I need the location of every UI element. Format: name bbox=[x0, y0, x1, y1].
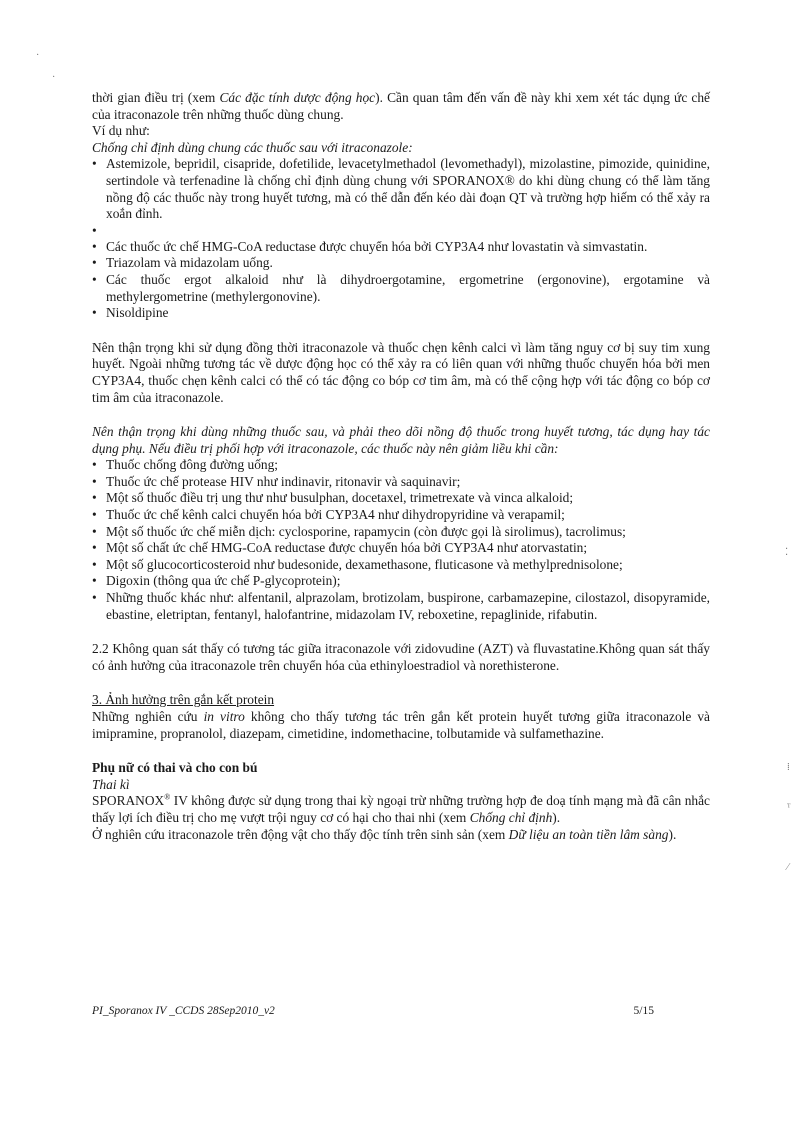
scan-speck-icon: ᵀ bbox=[787, 802, 791, 813]
animal-study-text: Ở nghiên cứu itraconazole trên động vật cho thấy độc tính trên sinh sản (xem bbox=[92, 826, 509, 842]
section-3-text: Những nghiên cứu bbox=[92, 709, 204, 724]
scan-speck-icon: ⁄ bbox=[787, 862, 789, 873]
contraindication-item: • Triazolam và midazolam uống. bbox=[92, 255, 710, 272]
pregnancy-subtitle: Thai kì bbox=[92, 776, 130, 792]
caution-heading: Nên thận trọng khi dùng những thuốc sau, và phải theo dõi nồng độ thuốc trong huyết tương, tác dụng hay tác dụng phụ. Nếu điều trị phối hợp với itraconazole, các thuốc này nên giảm liều khi cần: bbox=[92, 424, 710, 456]
list-spacer bbox=[92, 223, 710, 239]
spacer bbox=[92, 674, 710, 692]
spacer bbox=[92, 406, 710, 424]
contraindication-item: • Nisoldipine bbox=[92, 305, 710, 322]
section-3-text-end: không cho thấy tương tác trên gắn kết protein huyết tương giữa itraconazole và imipramine, propranolol, diazepam, cimetidine, indomethacine, tolbutamide và sulfamethazine. bbox=[92, 709, 711, 741]
document-id: PI_Sporanox IV _CCDS 28Sep2010_v2 bbox=[92, 1005, 275, 1017]
contraindication-item: • Các thuốc ergot alkaloid như là dihydroergotamine, ergometrine (ergonovine), ergotamine và methylergometrine (methylergonovine). bbox=[92, 272, 710, 305]
calcium-channel-paragraph: Nên thận trọng khi sử dụng đồng thời itraconazole và thuốc chẹn kênh calci vì làm tăng nguy cơ bị suy tim xung huyết. Ngoài những tương tác về dược động học có thể xảy ra có liên quan với những thuốc chuyển hóa bởi men CYP3A4, thuốc chẹn kênh calci có thể có tác động co bóp cơ tim âm, mà có thể cộng hợp với tác động co bóp cơ tim âm của itraconazole. bbox=[92, 339, 710, 405]
spacer bbox=[92, 742, 710, 760]
caution-item: • Thuốc ức chế kênh calci chuyển hóa bởi CYP3A4 như dihydropyridine và verapamil; bbox=[92, 507, 710, 524]
pregnancy-paragraph-1 bbox=[92, 793, 710, 826]
section-3-paragraph bbox=[92, 709, 710, 742]
contraindication-item: • Các thuốc ức chế HMG-CoA reductase được chuyển hóa bởi CYP3A4 như lovastatin và simvastatin. bbox=[92, 239, 710, 256]
caution-item: • Thuốc chống đông đường uống; bbox=[92, 457, 710, 474]
pregnancy-title: Phụ nữ có thai và cho con bú bbox=[92, 760, 258, 776]
section-3-title: 3. Ảnh hưởng trên gắn kết protein bbox=[92, 692, 275, 708]
scan-speck-icon: ⁞ bbox=[787, 762, 790, 773]
contraindication-reference: Chống chỉ định bbox=[469, 809, 553, 825]
pregnancy-paragraph-2 bbox=[92, 827, 710, 844]
scan-speck-icon: · bbox=[52, 72, 56, 83]
contraindication-item: • Astemizole, bepridil, cisapride, dofetilide, levacetylmethadol (levomethadyl), mizolastine, pimozide, quinidine, sertindole và terfenadine là chống chỉ định dùng chung với SPORANOX® do khi dùng chung có thể làm tăng nồng độ các thuốc này trong huyết tương, mà có thể dẫn đến kéo dài đoạn QT và trường hợp hiếm có thể xảy ra xoắn đỉnh. bbox=[92, 156, 710, 222]
brand-name: SPORANOX bbox=[92, 793, 165, 809]
caution-item: • Một số thuốc điều trị ung thư như busulphan, docetaxel, trimetrexate và vinca alkaloid; bbox=[92, 490, 710, 507]
preclinical-safety-reference: Dữ liệu an toàn tiền lâm sàng bbox=[508, 826, 669, 842]
pregnancy-text-end: ). bbox=[552, 809, 561, 825]
intro-text-end: ). Cần quan tâm đến vấn đề này khi xem xét tác dụng ức chế của itraconazole trên những thuốc dùng chung. bbox=[92, 90, 710, 122]
caution-list bbox=[92, 457, 710, 623]
spacer bbox=[92, 322, 710, 340]
scan-speck-icon: · bbox=[36, 50, 40, 61]
intro-paragraph bbox=[92, 90, 710, 123]
caution-item: • Thuốc ức chế protease HIV như indinavir, ritonavir và saquinavir; bbox=[92, 474, 710, 491]
page-footer bbox=[92, 1003, 654, 1020]
spacer bbox=[92, 623, 710, 641]
animal-study-text-end: ). bbox=[668, 826, 677, 842]
example-label: Ví dụ như: bbox=[92, 123, 150, 139]
document-page bbox=[92, 90, 710, 843]
contraindication-list bbox=[92, 156, 710, 321]
pregnancy-text: IV không được sử dụng trong thai kỳ ngoại trừ những trường hợp đe doạ tính mạng mà đã cân nhắc thấy lợi ích điều trị cho mẹ vượt trội nguy cơ có hại cho thai nhi (xem bbox=[92, 793, 710, 825]
scan-speck-icon: ⁚ bbox=[785, 547, 789, 558]
intro-text: thời gian điều trị (xem bbox=[92, 90, 220, 105]
caution-item: • Digoxin (thông qua ức chế P-glycoprotein); bbox=[92, 573, 710, 590]
caution-item: • Những thuốc khác như: alfentanil, alprazolam, brotizolam, buspirone, carbamazepine, cilostazol, disopyramide, ebastine, eletriptan, fentanyl, halofantrine, midazolam IV, reboxetine, repaglinide, rifabutin. bbox=[92, 590, 710, 623]
caution-item: • Một số thuốc ức chế miễn dịch: cyclosporine, rapamycin (còn được gọi là sirolimus), tacrolimus; bbox=[92, 524, 710, 541]
pharmacokinetics-reference: Các đặc tính dược động học bbox=[219, 90, 376, 105]
page-number: 5/15 bbox=[633, 1005, 654, 1017]
caution-item: • Một số chất ức chế HMG-CoA reductase được chuyển hóa bởi CYP3A4 như atorvastatin; bbox=[92, 540, 710, 557]
in-vitro-term: in vitro bbox=[203, 709, 245, 724]
registered-mark: ® bbox=[164, 792, 171, 802]
contraindication-heading: Chống chỉ định dùng chung các thuốc sau với itraconazole: bbox=[92, 139, 413, 155]
caution-item: • Một số glucocorticosteroid như budesonide, dexamethasone, fluticasone và methylprednisolone; bbox=[92, 557, 710, 574]
section-2-2-paragraph: 2.2 Không quan sát thấy có tương tác giữa itraconazole với zidovudine (AZT) và fluvastatine.Không quan sát thấy có ảnh hưởng của itraconazole trên chuyển hóa của ethinyloestradiol và norethisterone. bbox=[92, 641, 710, 673]
